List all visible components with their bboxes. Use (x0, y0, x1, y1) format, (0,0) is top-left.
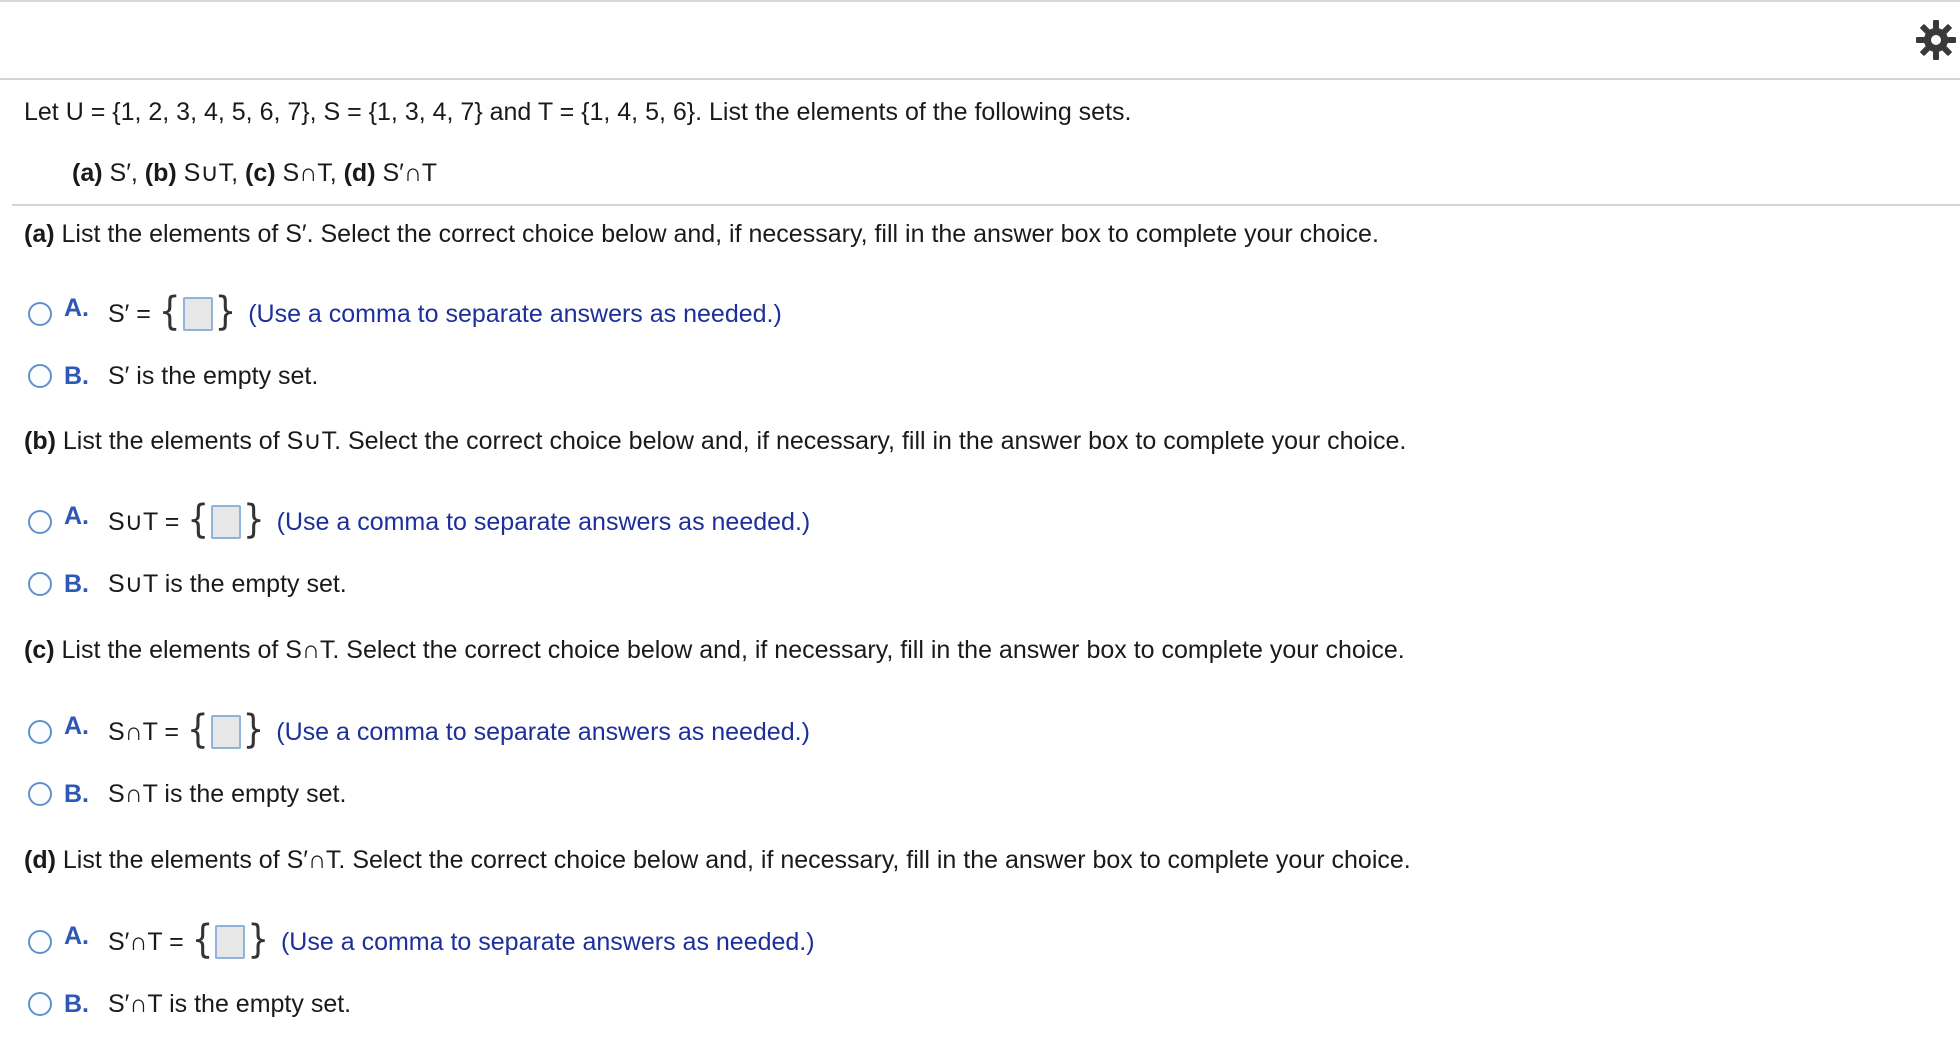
question-text: List the elements of S′. Select the correct choice below and, if necessary, fill in the answer box to complete your choice. (61, 220, 1379, 248)
part-b-question (24, 426, 1406, 456)
answer-input[interactable] (211, 715, 241, 749)
part-d-choice-b[interactable] (28, 984, 351, 1024)
radio-button[interactable] (28, 992, 52, 1016)
top-border (0, 0, 1960, 2)
open-brace: { (187, 497, 209, 543)
part-c-choice-a[interactable] (28, 707, 810, 753)
problem-divider (12, 204, 1960, 206)
part-a-choice-b[interactable] (28, 356, 318, 396)
part-a-question (24, 220, 1379, 249)
hint-text: (Use a comma to separate answers as needed.) (280, 927, 815, 956)
close-brace: } (242, 707, 265, 753)
hint-text: (Use a comma to separate answers as needed.) (248, 299, 782, 328)
choice-text: S∪T is the empty set. (108, 570, 347, 598)
radio-button[interactable] (28, 782, 52, 806)
gear-icon[interactable] (1914, 18, 1958, 62)
choice-letter: A. (64, 711, 89, 740)
subpart-expr: S′, (109, 159, 138, 187)
part-a-choice-a[interactable] (28, 289, 782, 335)
subpart-expr: S′∩T (382, 159, 438, 187)
question-text: List the elements of S′∩T. Select the correct choice below and, if necessary, fill in the answer box to complete your choice. (62, 846, 1411, 874)
subpart-label: (a) (72, 159, 103, 187)
radio-button[interactable] (28, 572, 52, 596)
subpart-label: (b) (144, 159, 177, 187)
radio-button[interactable] (28, 302, 52, 326)
subpart-expr: S∪T, (183, 159, 239, 187)
subparts-list (72, 158, 437, 188)
problem-statement: Let U = {1, 2, 3, 4, 5, 6, 7}, S = {1, 3, 4, 7} and T = {1, 4, 5, 6}. List the elements of the following sets. (24, 98, 1132, 126)
set-lhs: S∩T = (108, 717, 180, 746)
set-lhs: S′∩T = (108, 927, 184, 956)
choice-letter: A. (64, 501, 89, 530)
subpart-label: (c) (245, 159, 276, 187)
choice-letter: B. (64, 361, 89, 390)
close-brace: } (214, 289, 237, 335)
subpart-label: (d) (343, 159, 376, 187)
part-label: (a) (24, 220, 55, 248)
choice-letter: B. (64, 779, 89, 808)
part-d-choice-a[interactable] (28, 917, 815, 963)
set-expression (108, 497, 265, 543)
radio-button[interactable] (28, 720, 52, 744)
choice-letter: A. (64, 293, 89, 322)
choice-letter: B. (64, 989, 89, 1018)
open-brace: { (158, 289, 181, 335)
radio-button[interactable] (28, 510, 52, 534)
part-b-choice-b[interactable] (28, 564, 347, 604)
answer-input[interactable] (215, 925, 245, 959)
part-label: (b) (24, 427, 56, 455)
answer-input[interactable] (183, 297, 213, 331)
part-c-choice-b[interactable] (28, 774, 346, 814)
subpart-expr: S∩T, (282, 159, 337, 187)
choice-letter: A. (64, 921, 89, 950)
part-label: (c) (24, 636, 55, 664)
part-label: (d) (24, 846, 56, 874)
header-divider (0, 78, 1960, 80)
set-lhs: S∪T = (108, 508, 180, 536)
choice-letter: B. (64, 569, 89, 598)
hint-text: (Use a comma to separate answers as needed.) (276, 507, 811, 536)
question-text: List the elements of S∪T. Select the correct choice below and, if necessary, fill in the answer box to complete your choice. (62, 427, 1407, 455)
question-text: List the elements of S∩T. Select the correct choice below and, if necessary, fill in the answer box to complete your choice. (61, 636, 1405, 664)
set-expression (108, 707, 265, 753)
part-d-question (24, 846, 1411, 875)
set-lhs: S′ = (108, 299, 151, 328)
choice-text: S′∩T is the empty set. (108, 989, 352, 1018)
set-expression (108, 289, 237, 335)
part-b-choice-a[interactable] (28, 497, 811, 543)
set-expression (108, 917, 269, 963)
open-brace: { (191, 917, 214, 963)
open-brace: { (187, 707, 209, 753)
close-brace: } (242, 497, 265, 543)
answer-input[interactable] (211, 505, 241, 539)
part-c-question (24, 636, 1405, 665)
hint-text: (Use a comma to separate answers as needed.) (276, 717, 810, 746)
radio-button[interactable] (28, 364, 52, 388)
close-brace: } (247, 917, 269, 963)
choice-text: S∩T is the empty set. (108, 779, 347, 808)
choice-text: S′ is the empty set. (108, 361, 319, 390)
radio-button[interactable] (28, 930, 52, 954)
